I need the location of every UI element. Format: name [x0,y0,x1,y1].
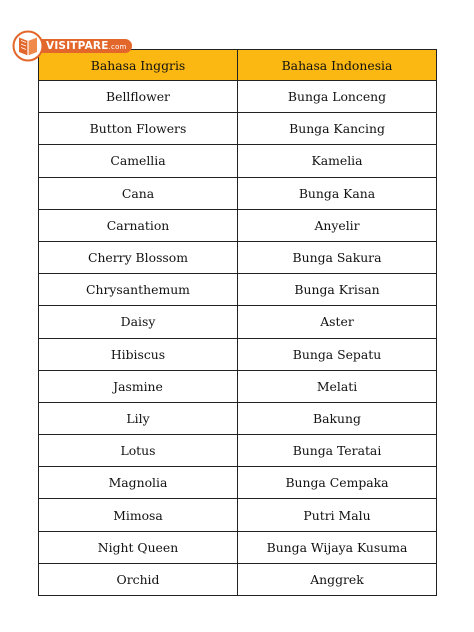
logo-name: VISITPARE [46,40,109,52]
table-row [39,81,437,113]
table-row [39,209,437,241]
table-row [39,435,437,467]
indonesian-cell: Melati [238,370,437,402]
indonesian-cell: Putri Malu [238,499,437,531]
english-cell: Night Queen [39,531,238,563]
table-row [39,563,437,595]
book-mark-icon [12,30,44,62]
english-cell: Cana [39,177,238,209]
english-cell: Bellflower [39,81,238,113]
indonesian-cell: Bunga Kancing [238,113,437,145]
table-row [39,467,437,499]
english-cell: Lily [39,402,238,434]
indonesian-cell: Bunga Krisan [238,274,437,306]
table-row [39,499,437,531]
indonesian-cell: Aster [238,306,437,338]
indonesian-cell: Anggrek [238,563,437,595]
english-cell: Chrysanthemum [39,274,238,306]
indonesian-cell: Bunga Sepatu [238,338,437,370]
table-row [39,338,437,370]
english-cell: Hibiscus [39,338,238,370]
indonesian-cell: Kamelia [238,145,437,177]
english-cell: Button Flowers [39,113,238,145]
english-cell: Cherry Blossom [39,241,238,273]
header-indonesian: Bahasa Indonesia [238,50,437,81]
table-row [39,177,437,209]
table-row [39,241,437,273]
table-body [39,81,437,596]
indonesian-cell: Bunga Cempaka [238,467,437,499]
english-cell: Camellia [39,145,238,177]
table-row [39,113,437,145]
english-cell: Carnation [39,209,238,241]
indonesian-cell: Bunga Kana [238,177,437,209]
header-english: Bahasa Inggris [39,50,238,81]
table-row [39,531,437,563]
english-cell: Magnolia [39,467,238,499]
indonesian-cell: Bunga Sakura [238,241,437,273]
indonesian-cell: Bunga Wijaya Kusuma [238,531,437,563]
indonesian-cell: Bunga Lonceng [238,81,437,113]
logo-wordmark [42,39,132,53]
english-cell: Lotus [39,435,238,467]
flower-vocabulary-table [38,49,437,596]
table-row [39,274,437,306]
table-row [39,370,437,402]
indonesian-cell: Bunga Teratai [238,435,437,467]
indonesian-cell: Anyelir [238,209,437,241]
english-cell: Mimosa [39,499,238,531]
site-logo[interactable] [12,29,132,63]
logo-domain: .com [108,43,127,51]
english-cell: Orchid [39,563,238,595]
table-row [39,402,437,434]
table-row [39,145,437,177]
english-cell: Jasmine [39,370,238,402]
indonesian-cell: Bakung [238,402,437,434]
table-row [39,306,437,338]
english-cell: Daisy [39,306,238,338]
